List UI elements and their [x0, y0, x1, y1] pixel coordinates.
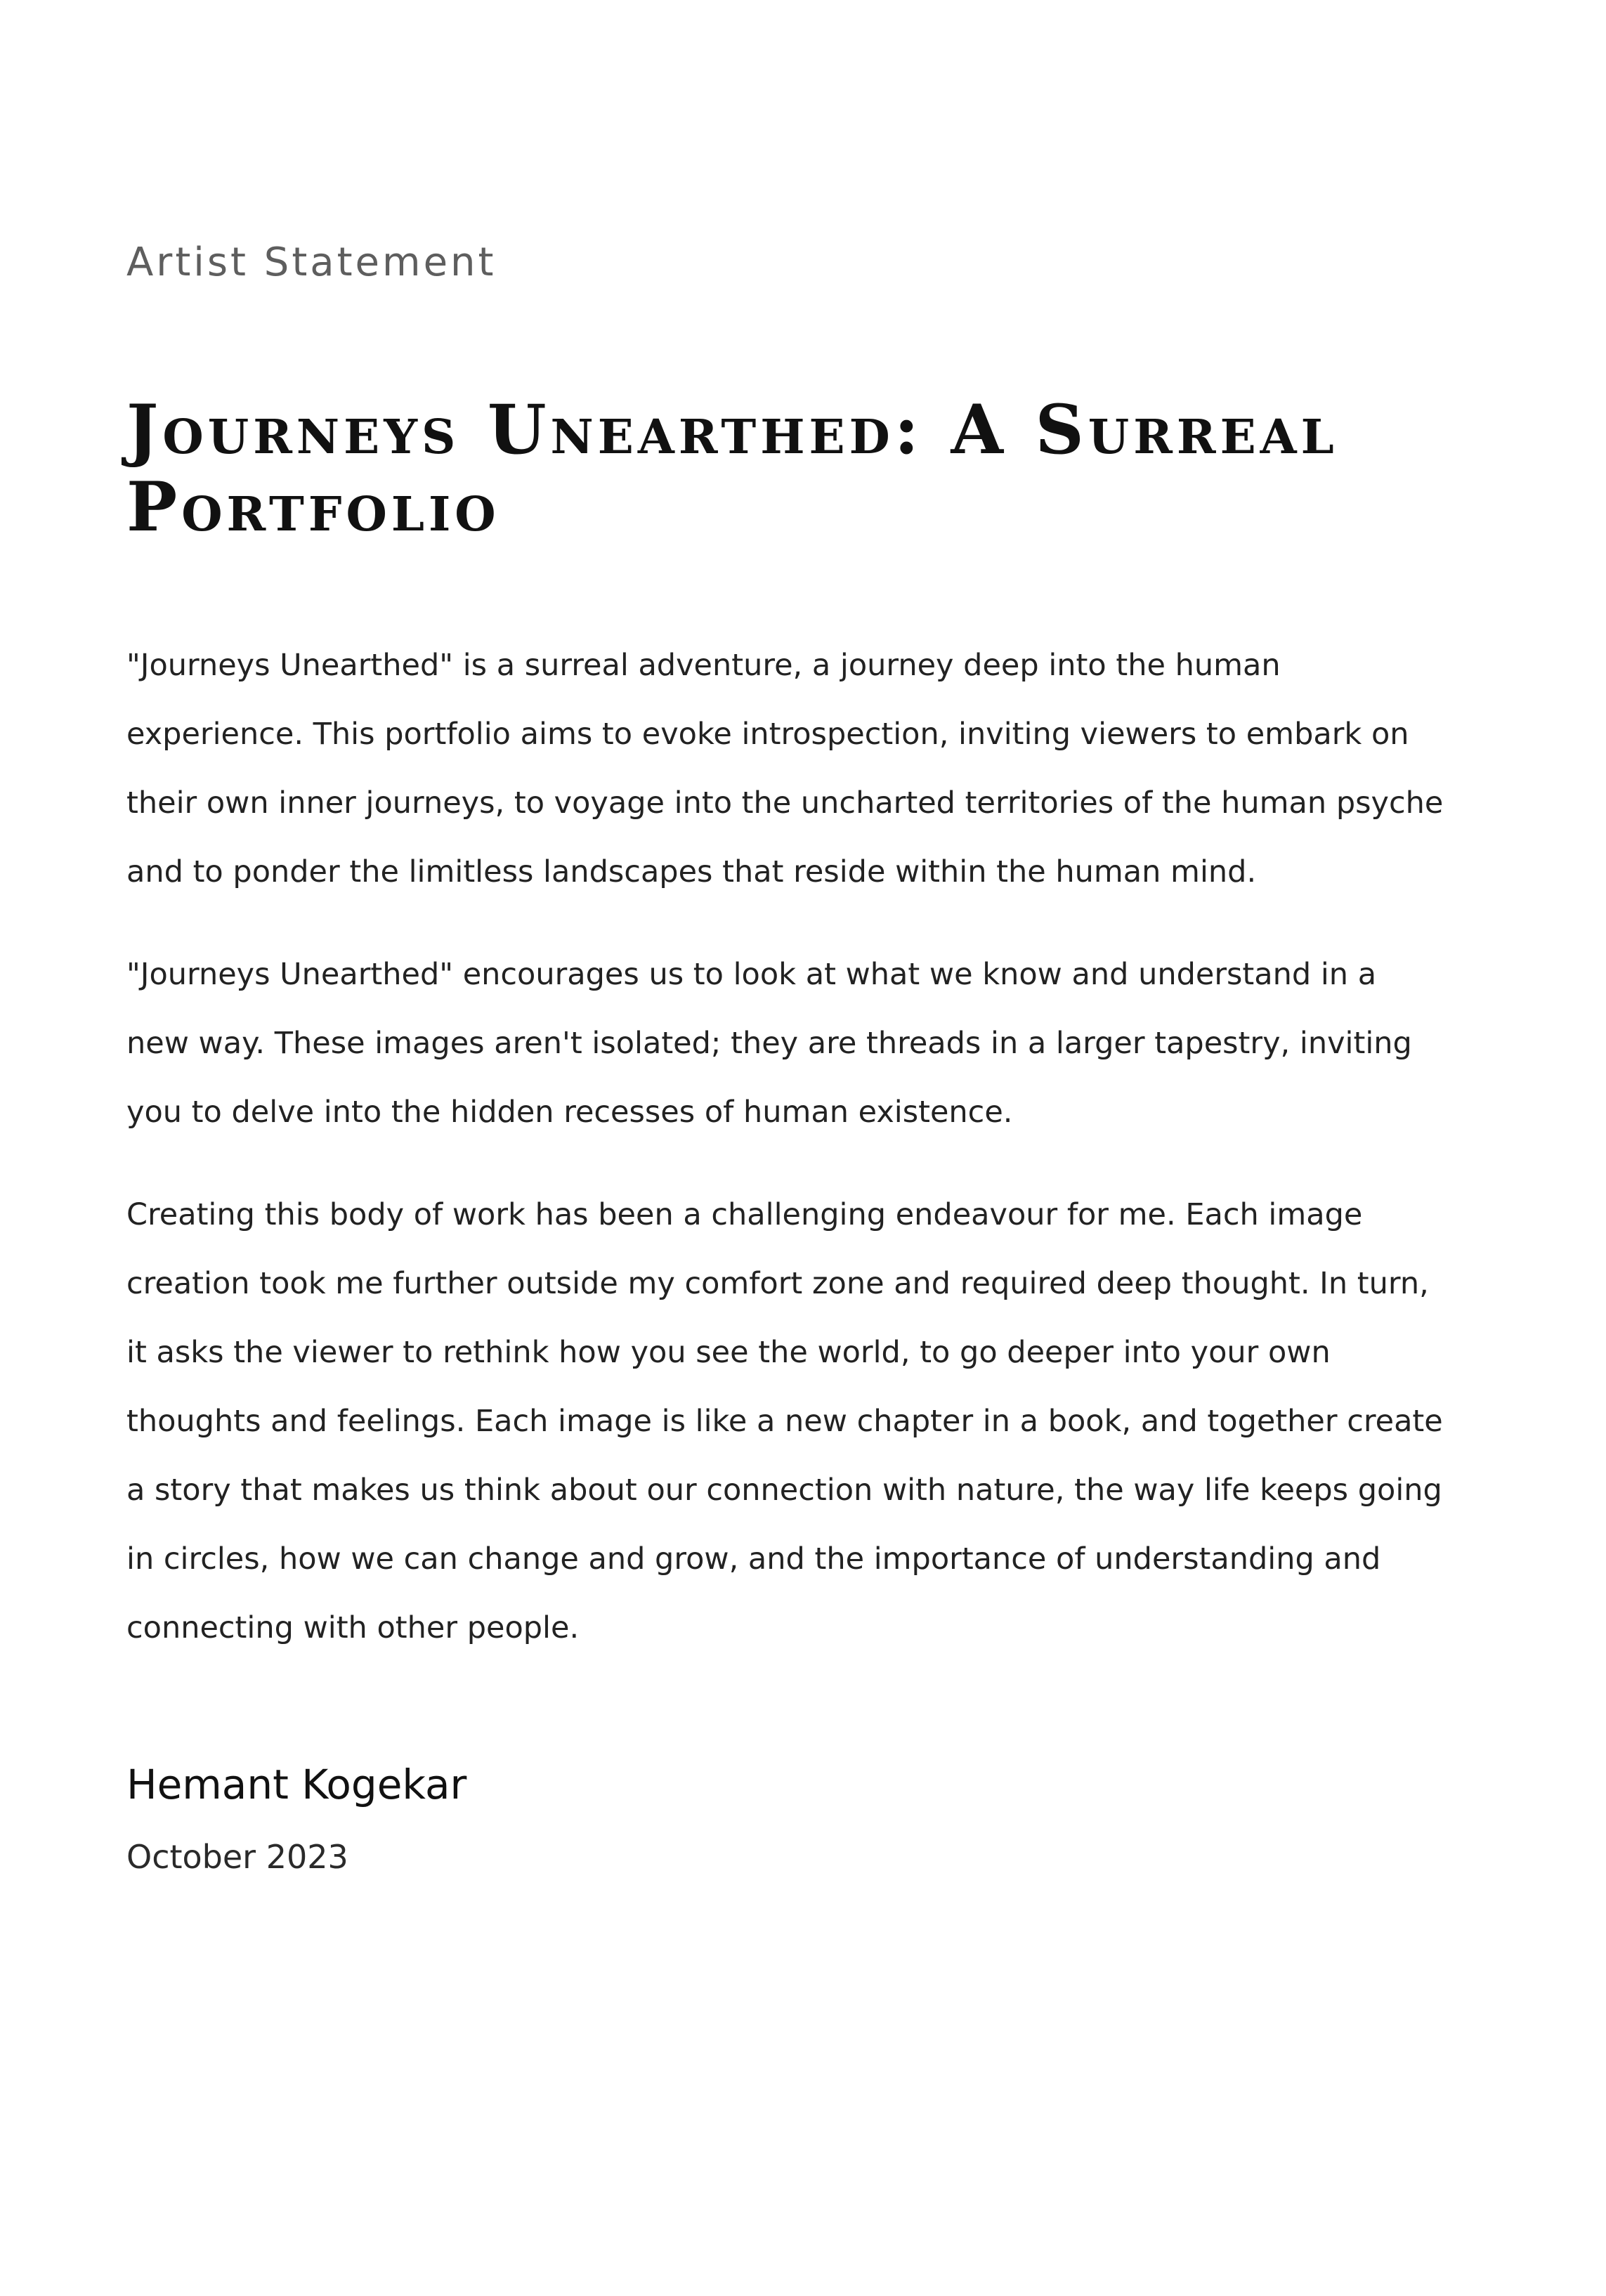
statement-date: October 2023 [126, 1837, 348, 1876]
statement-paragraph: Creating this body of work has been a challenging endeavour for me. Each image creation took me further outside my comfort zone and required deep thought. In turn, it asks the viewer to rethink how you see the world, to go deeper into your own thoughts and feelings. Each image is like a new chapter in a book, and together create a story that makes us think about our connection with nature, the way life keeps going in circles, how we can change and grow, and the importance of understanding and connecting with other people. [126, 1197, 1443, 1646]
statement-paragraph: "Journeys Unearthed" is a surreal adventure, a journey deep into the human experience. This portfolio aims to evoke introspection, inviting viewers to embark on their own inner journeys, to voyage into the uncharted territories of the human psyche and to ponder the limitless landscapes that reside within the human mind. [126, 648, 1444, 890]
document-subtitle: Artist Statement [126, 240, 497, 285]
author-name: Hemant Kogekar [126, 1761, 467, 1809]
statement-paragraph: "Journeys Unearthed" encourages us to look at what we know and understand in a new way. These images aren't isolated; they are threads in a larger tapestry, inviting you to delve into the hidden recesses of human existence. [126, 957, 1412, 1130]
statement-body [126, 631, 1461, 1662]
document-content [126, 239, 1461, 1877]
document-title: Journeys Unearthed: A Surreal Portfolio [126, 390, 1338, 547]
